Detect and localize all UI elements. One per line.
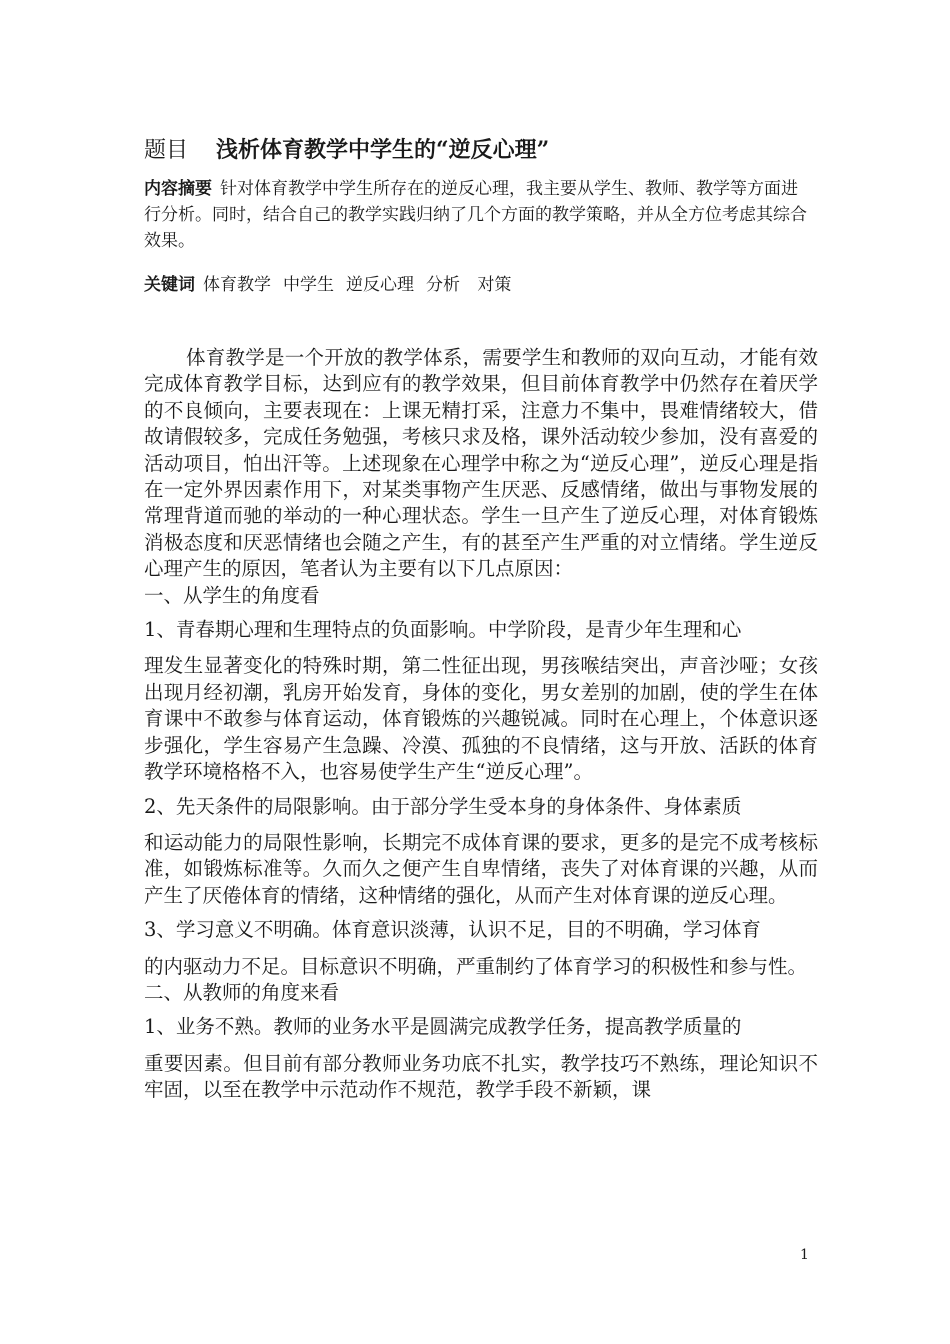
numbered-paragraph-lead: 3、学习意义不明确。体育意识淡薄，认识不足，目的不明确，学习体育 <box>144 918 761 942</box>
title-label: 题目 <box>144 138 189 163</box>
keyword: 逆反心理 <box>346 275 414 295</box>
numbered-paragraph-body: 理发生显著变化的特殊时期，第二性征出现，男孩喉结突出，声音沙哑；女孩出现月经初潮，乳房开始发育，身体的变化，男女差别的加剧，使的学生在体育课中不敢参与体育运动，体育锻炼的兴趣锐减。同时在心理上，个体意识逐步强化，学生容易产生急躁、冷漠、孤独的不良情绪，这与开放、活跃的体育教学环境格格不入，也容易使学生产生“逆反心理”。 <box>144 654 818 784</box>
section-heading: 二、从教师的角度来看 <box>144 980 340 1004</box>
numbered-paragraph-lead: 2、先天条件的局限影响。由于部分学生受本身的身体条件、身体素质 <box>144 794 742 818</box>
keyword: 对策 <box>472 275 512 295</box>
keyword: 中学生 <box>283 275 334 295</box>
title-line <box>144 133 549 168</box>
keywords-label: 关键词 <box>144 275 195 295</box>
keyword: 体育教学 <box>203 275 271 295</box>
numbered-paragraph-body: 重要因素。但目前有部分教师业务功底不扎实，教学技巧不熟练，理论知识不牢固，以至在教学中示范动作不规范，教学手段不新颖，课 <box>144 1051 818 1102</box>
keyword: 分析 <box>426 275 460 295</box>
numbered-paragraph-body: 的内驱动力不足。目标意识不明确，严重制约了体育学习的积极性和参与性。 <box>144 954 808 978</box>
abstract-text: 针对体育教学中学生所存在的逆反心理，我主要从学生、教师、教学等方面进行分析。同时，结合自己的教学实践归纳了几个方面的教学策略，并从全方位考虑其综合效果。 <box>144 179 807 251</box>
page-title: 浅析体育教学中学生的“逆反心理” <box>216 137 550 163</box>
page-number: 1 <box>800 1247 809 1263</box>
numbered-paragraph-lead: 1、青春期心理和生理特点的负面影响。中学阶段，是青少年生理和心 <box>144 618 742 642</box>
numbered-paragraph-lead: 1、业务不熟。教师的业务水平是圆满完成教学任务，提高教学质量的 <box>144 1015 742 1039</box>
section-heading: 一、从学生的角度看 <box>144 583 320 607</box>
numbered-paragraph-body: 和运动能力的局限性影响，长期完不成体育课的要求，更多的是完不成考核标准，如锻炼标准等。久而久之便产生自卑情绪，丧失了对体育课的兴趣，从而产生了厌倦体育的情绪，这种情绪的强化，从而产生对体育课的逆反心理。 <box>144 830 818 907</box>
abstract <box>144 176 814 254</box>
intro-paragraph: 体育教学是一个开放的教学体系，需要学生和教师的双向互动，才能有效完成体育教学目标，达到应有的教学效果，但目前体育教学中仍然存在着厌学的不良倾向，主要表现在：上课无精打采，注意力不集中，畏难情绪较大，借故请假较多，完成任务勉强，考核只求及格，课外活动较少参加，没有喜爱的活动项目，怕出汗等。上述现象在心理学中称之为“逆反心理”，逆反心理是指在一定外界因素作用下，对某类事物产生厌恶、反感情绪，做出与事物发展的常理背道而驰的举动的一种心理状态。学生一旦产生了逆反心理，对体育锻炼消极态度和厌恶情绪也会随之产生，有的甚至产生严重的对立情绪。学生逆反心理产生的原因，笔者认为主要有以下几点原因： <box>144 346 818 581</box>
abstract-label: 内容摘要 <box>144 179 212 199</box>
keywords <box>144 272 523 298</box>
body-text <box>144 345 818 1104</box>
